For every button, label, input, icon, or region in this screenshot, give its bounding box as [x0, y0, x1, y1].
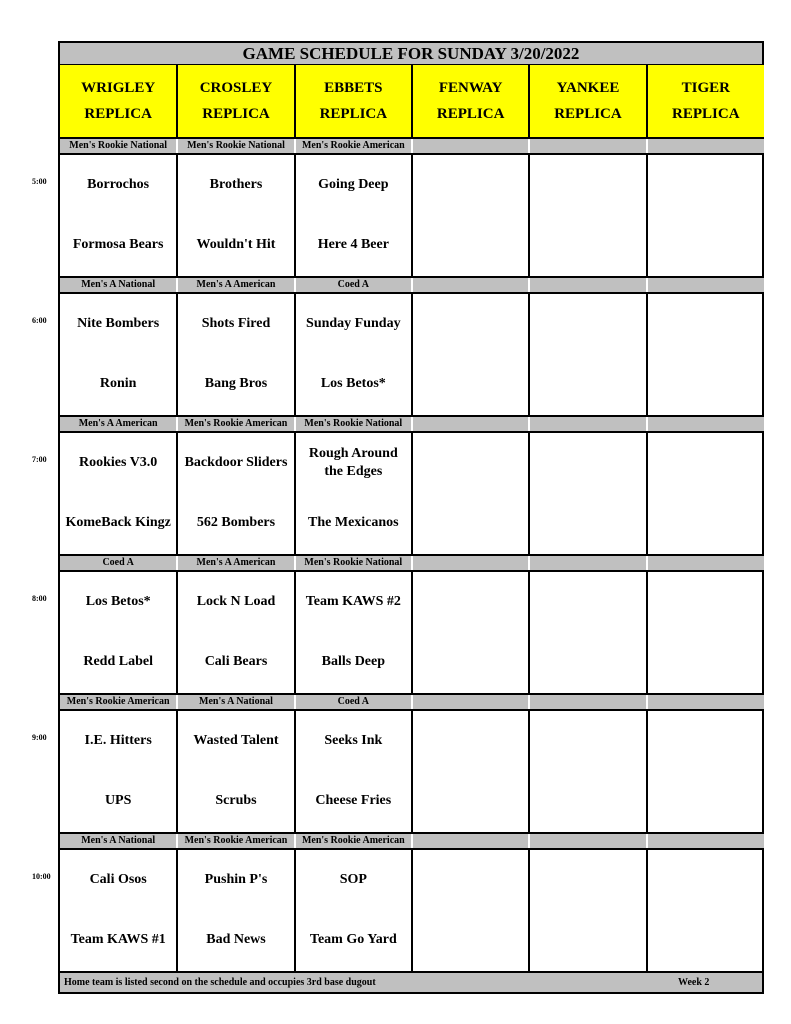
home-team: Here 4 Beer	[317, 237, 389, 252]
home-team: UPS	[104, 793, 132, 808]
game-cell	[529, 571, 646, 694]
away-team: Wasted Talent	[193, 733, 279, 748]
division-label: Men's Rookie American	[60, 694, 177, 710]
away-team: Team KAWS #2	[305, 594, 401, 609]
schedule-footer	[60, 973, 762, 992]
game-cell	[60, 710, 177, 833]
away-team: Seeks Ink	[324, 733, 383, 748]
away-team: Pushin P's	[204, 872, 268, 887]
division-label: Men's Rookie National	[60, 138, 177, 154]
home-team	[648, 771, 764, 831]
away-team	[530, 572, 645, 632]
game-cell	[529, 293, 646, 416]
division-label	[529, 138, 646, 154]
division-label: Men's A National	[60, 833, 177, 849]
home-team: Cheese Fries	[315, 793, 392, 808]
game-cell	[60, 849, 177, 972]
division-label: Men's Rookie National	[295, 416, 412, 432]
away-team: Shots Fired	[201, 316, 271, 331]
game-row	[60, 154, 764, 277]
away-team: Borrochos	[87, 177, 150, 192]
away-team	[413, 294, 528, 354]
division-label	[412, 694, 529, 710]
away-team	[530, 294, 645, 354]
game-cell	[647, 571, 764, 694]
division-label: Men's A National	[60, 277, 177, 293]
away-team: Backdoor Sliders	[184, 455, 288, 470]
division-label: Coed A	[295, 694, 412, 710]
home-team	[413, 354, 528, 414]
game-cell	[177, 293, 294, 416]
home-team	[413, 910, 528, 970]
field-header-crosley: CROSLEY REPLICA	[177, 65, 294, 138]
home-team: Balls Deep	[321, 654, 386, 669]
division-row	[60, 416, 764, 432]
division-label: Coed A	[295, 277, 412, 293]
home-team: Scrubs	[215, 793, 257, 808]
division-label	[412, 555, 529, 571]
game-cell	[60, 154, 177, 277]
home-team	[413, 493, 528, 553]
game-row	[60, 293, 764, 416]
game-cell	[177, 849, 294, 972]
division-label	[529, 416, 646, 432]
home-team	[648, 632, 764, 692]
division-label	[412, 833, 529, 849]
away-team: Brothers	[209, 177, 263, 192]
game-cell	[60, 571, 177, 694]
field-header-wrigley: WRIGLEY REPLICA	[60, 65, 177, 138]
away-team	[413, 711, 528, 771]
home-team: Wouldn't Hit	[196, 237, 276, 252]
division-label	[529, 694, 646, 710]
game-cell	[60, 432, 177, 555]
time-label: 7:00	[32, 455, 47, 464]
away-team: I.E. Hitters	[84, 733, 152, 748]
division-label	[647, 277, 764, 293]
home-team-note: Home team is listed second on the schedule and occupies 3rd base dugout	[64, 977, 376, 988]
division-label: Men's A American	[177, 555, 294, 571]
home-team	[530, 354, 645, 414]
away-team	[648, 711, 764, 771]
game-row	[60, 849, 764, 972]
home-team	[530, 771, 645, 831]
home-team	[530, 215, 645, 275]
away-team	[413, 155, 528, 215]
game-row	[60, 710, 764, 833]
division-row	[60, 555, 764, 571]
away-team: Los Betos*	[85, 594, 151, 609]
home-team: Team KAWS #1	[70, 932, 166, 947]
game-cell	[295, 710, 412, 833]
home-team: KomeBack Kingz	[65, 515, 171, 530]
field-header-yankee: YANKEE REPLICA	[529, 65, 646, 138]
away-team	[530, 711, 645, 771]
game-cell	[529, 432, 646, 555]
division-label	[647, 694, 764, 710]
home-team: 562 Bombers	[196, 515, 276, 530]
away-team	[413, 850, 528, 910]
away-team	[648, 572, 764, 632]
division-row	[60, 833, 764, 849]
game-cell	[412, 293, 529, 416]
division-row	[60, 277, 764, 293]
away-team	[648, 155, 764, 215]
schedule-sheet	[58, 41, 764, 994]
game-cell	[295, 432, 412, 555]
division-label	[529, 277, 646, 293]
time-label: 10:00	[32, 872, 51, 881]
division-label: Men's Rookie American	[177, 416, 294, 432]
home-team: Bad News	[206, 932, 266, 947]
division-row	[60, 694, 764, 710]
week-label: Week 2	[678, 977, 710, 988]
schedule-title: GAME SCHEDULE FOR SUNDAY 3/20/2022	[60, 43, 762, 65]
home-team	[530, 632, 645, 692]
game-cell	[529, 710, 646, 833]
game-cell	[647, 154, 764, 277]
away-team	[530, 155, 645, 215]
game-cell	[295, 154, 412, 277]
field-header-tiger: TIGER REPLICA	[647, 65, 764, 138]
away-team: Rough Around the Edges	[308, 446, 398, 479]
home-team: Ronin	[99, 376, 137, 391]
division-label	[412, 416, 529, 432]
division-label	[529, 555, 646, 571]
home-team: Redd Label	[83, 654, 153, 669]
game-cell	[177, 710, 294, 833]
field-header-ebbets: EBBETS REPLICA	[295, 65, 412, 138]
division-label: Men's Rookie National	[177, 138, 294, 154]
away-team: Nite Bombers	[77, 316, 160, 331]
game-cell	[412, 849, 529, 972]
away-team: Lock N Load	[196, 594, 276, 609]
home-team: The Mexicanos	[308, 515, 399, 530]
away-team: SOP	[339, 872, 367, 887]
game-row	[60, 571, 764, 694]
home-team	[648, 910, 764, 970]
game-cell	[295, 293, 412, 416]
game-cell	[647, 710, 764, 833]
division-label	[647, 138, 764, 154]
division-label: Coed A	[60, 555, 177, 571]
division-label: Men's Rookie American	[177, 833, 294, 849]
game-cell	[177, 432, 294, 555]
time-label: 9:00	[32, 733, 47, 742]
game-cell	[295, 571, 412, 694]
division-label: Men's Rookie American	[295, 833, 412, 849]
game-cell	[412, 710, 529, 833]
away-team	[530, 433, 645, 493]
home-team	[530, 493, 645, 553]
home-team	[648, 354, 764, 414]
division-label	[412, 277, 529, 293]
home-team	[413, 215, 528, 275]
game-cell	[529, 154, 646, 277]
division-row	[60, 138, 764, 154]
division-label: Men's Rookie National	[295, 555, 412, 571]
division-label	[647, 416, 764, 432]
division-label: Men's A National	[177, 694, 294, 710]
game-cell	[412, 571, 529, 694]
away-team: Cali Osos	[89, 872, 147, 887]
game-cell	[412, 154, 529, 277]
game-cell	[529, 849, 646, 972]
away-team	[413, 433, 528, 493]
time-label: 6:00	[32, 316, 47, 325]
away-team	[413, 572, 528, 632]
away-team	[648, 850, 764, 910]
game-cell	[647, 293, 764, 416]
division-label	[412, 138, 529, 154]
away-team	[648, 433, 764, 493]
division-label	[529, 833, 646, 849]
division-label: Men's Rookie American	[295, 138, 412, 154]
division-label	[647, 833, 764, 849]
home-team	[648, 493, 764, 553]
away-team: Sunday Funday	[306, 316, 401, 331]
home-team	[413, 632, 528, 692]
game-cell	[647, 849, 764, 972]
game-cell	[412, 432, 529, 555]
away-team	[648, 294, 764, 354]
game-cell	[177, 571, 294, 694]
home-team: Bang Bros	[204, 376, 268, 391]
division-label: Men's A American	[60, 416, 177, 432]
game-cell	[647, 432, 764, 555]
home-team: Team Go Yard	[309, 932, 397, 947]
division-label	[647, 555, 764, 571]
away-team	[530, 850, 645, 910]
home-team	[648, 215, 764, 275]
away-team: Going Deep	[318, 177, 389, 192]
game-cell	[60, 293, 177, 416]
field-header-row	[60, 65, 764, 138]
time-label: 8:00	[32, 594, 47, 603]
field-header-fenway: FENWAY REPLICA	[412, 65, 529, 138]
time-label: 5:00	[32, 177, 47, 186]
game-cell	[295, 849, 412, 972]
game-row	[60, 432, 764, 555]
division-label: Men's A American	[177, 277, 294, 293]
home-team: Cali Bears	[204, 654, 268, 669]
home-team: Formosa Bears	[72, 237, 164, 252]
game-cell	[177, 154, 294, 277]
away-team: Rookies V3.0	[79, 455, 158, 470]
home-team	[413, 771, 528, 831]
home-team	[530, 910, 645, 970]
home-team: Los Betos*	[320, 376, 386, 391]
schedule-table	[60, 65, 764, 973]
